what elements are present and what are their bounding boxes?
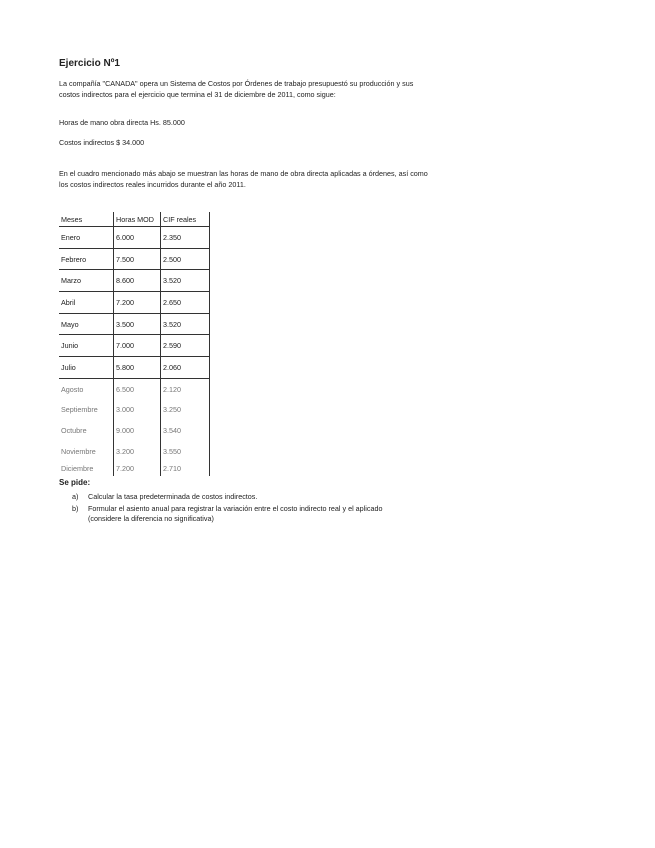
table-row	[59, 462, 210, 476]
cell-cif: 3.550	[161, 441, 210, 462]
cell-cif: 3.540	[161, 420, 210, 441]
cell-horas: 6.500	[114, 378, 161, 399]
cell-horas: 7.500	[114, 248, 161, 270]
monthly-data-table	[59, 212, 210, 476]
cell-cif: 3.250	[161, 400, 210, 421]
cell-cif: 2.710	[161, 462, 210, 476]
cell-mes: Enero	[59, 227, 114, 249]
budget-hours: Horas de mano obra directa Hs. 85.000	[59, 118, 185, 127]
table-row	[59, 227, 210, 249]
table-row	[59, 400, 210, 421]
table-row	[59, 335, 210, 357]
cell-horas: 3.500	[114, 313, 161, 335]
cell-cif: 2.500	[161, 248, 210, 270]
table-row	[59, 441, 210, 462]
list-item	[72, 504, 412, 524]
cell-mes: Marzo	[59, 270, 114, 292]
cell-horas: 3.200	[114, 441, 161, 462]
table-row	[59, 248, 210, 270]
cell-cif: 3.520	[161, 270, 210, 292]
cell-mes: Agosto	[61, 384, 84, 394]
cell-cif: 2.650	[161, 292, 210, 314]
table-header-row	[59, 212, 210, 227]
intro-paragraph: La compañía "CANADA" opera un Sistema de Costos por Órdenes de trabajo presupuestó su producción y sus costos indirectos para el ejercicio que termina el 31 de diciembre de 2011, como sigue:	[59, 79, 414, 99]
item-text: Formular el asiento anual para registrar la variación entre el costo indirecto real y el aplicado (considere la diferencia no significativa)	[88, 504, 383, 523]
cell-horas: 8.600	[114, 270, 161, 292]
header-horas-mod: Horas MOD	[114, 212, 161, 227]
cell-mes: Febrero	[59, 248, 114, 270]
requirements-title: Se pide:	[59, 478, 91, 487]
cell-horas: 7.000	[114, 335, 161, 357]
budget-costs: Costos indirectos $ 34.000	[59, 138, 145, 147]
item-letter: a)	[72, 492, 79, 501]
cell-horas: 7.200	[114, 292, 161, 314]
cell-horas: 3.000	[114, 400, 161, 421]
cell-cif: 2.120	[161, 378, 210, 399]
table-row	[59, 292, 210, 314]
table-row	[59, 420, 210, 441]
exercise-title: Ejercicio Nº1	[59, 58, 120, 69]
table-row	[59, 270, 210, 292]
requirements-list	[72, 492, 412, 526]
table-row	[59, 357, 210, 379]
list-item	[72, 492, 412, 502]
description-paragraph: En el cuadro mencionado más abajo se muestran las horas de mano de obra directa aplicadas a órdenes, así como los costos indirectos reales incurridos durante el año 2011.	[59, 169, 428, 189]
cell-mes: Noviembre	[61, 446, 96, 456]
item-text: Calcular la tasa predeterminada de costos indirectos.	[88, 492, 258, 501]
cell-mes: Julio	[59, 357, 114, 379]
cell-horas: 9.000	[114, 420, 161, 441]
cell-mes: Abril	[59, 292, 114, 314]
item-letter: b)	[72, 504, 79, 513]
cell-mes: Septiembre	[61, 405, 98, 415]
cell-mes: Junio	[59, 335, 114, 357]
cell-cif: 3.520	[161, 313, 210, 335]
cell-horas: 5.800	[114, 357, 161, 379]
table-row	[59, 378, 210, 399]
cell-cif: 2.060	[161, 357, 210, 379]
cell-cif: 2.350	[161, 227, 210, 249]
header-cif-reales: CIF reales	[161, 212, 210, 227]
header-meses: Meses	[59, 212, 114, 227]
cell-mes: Diciembre	[61, 464, 94, 474]
table-row	[59, 313, 210, 335]
cell-mes: Mayo	[59, 313, 114, 335]
cell-mes: Octubre	[61, 426, 87, 436]
cell-horas: 6.000	[114, 227, 161, 249]
cell-cif: 2.590	[161, 335, 210, 357]
cell-horas: 7.200	[114, 462, 161, 476]
